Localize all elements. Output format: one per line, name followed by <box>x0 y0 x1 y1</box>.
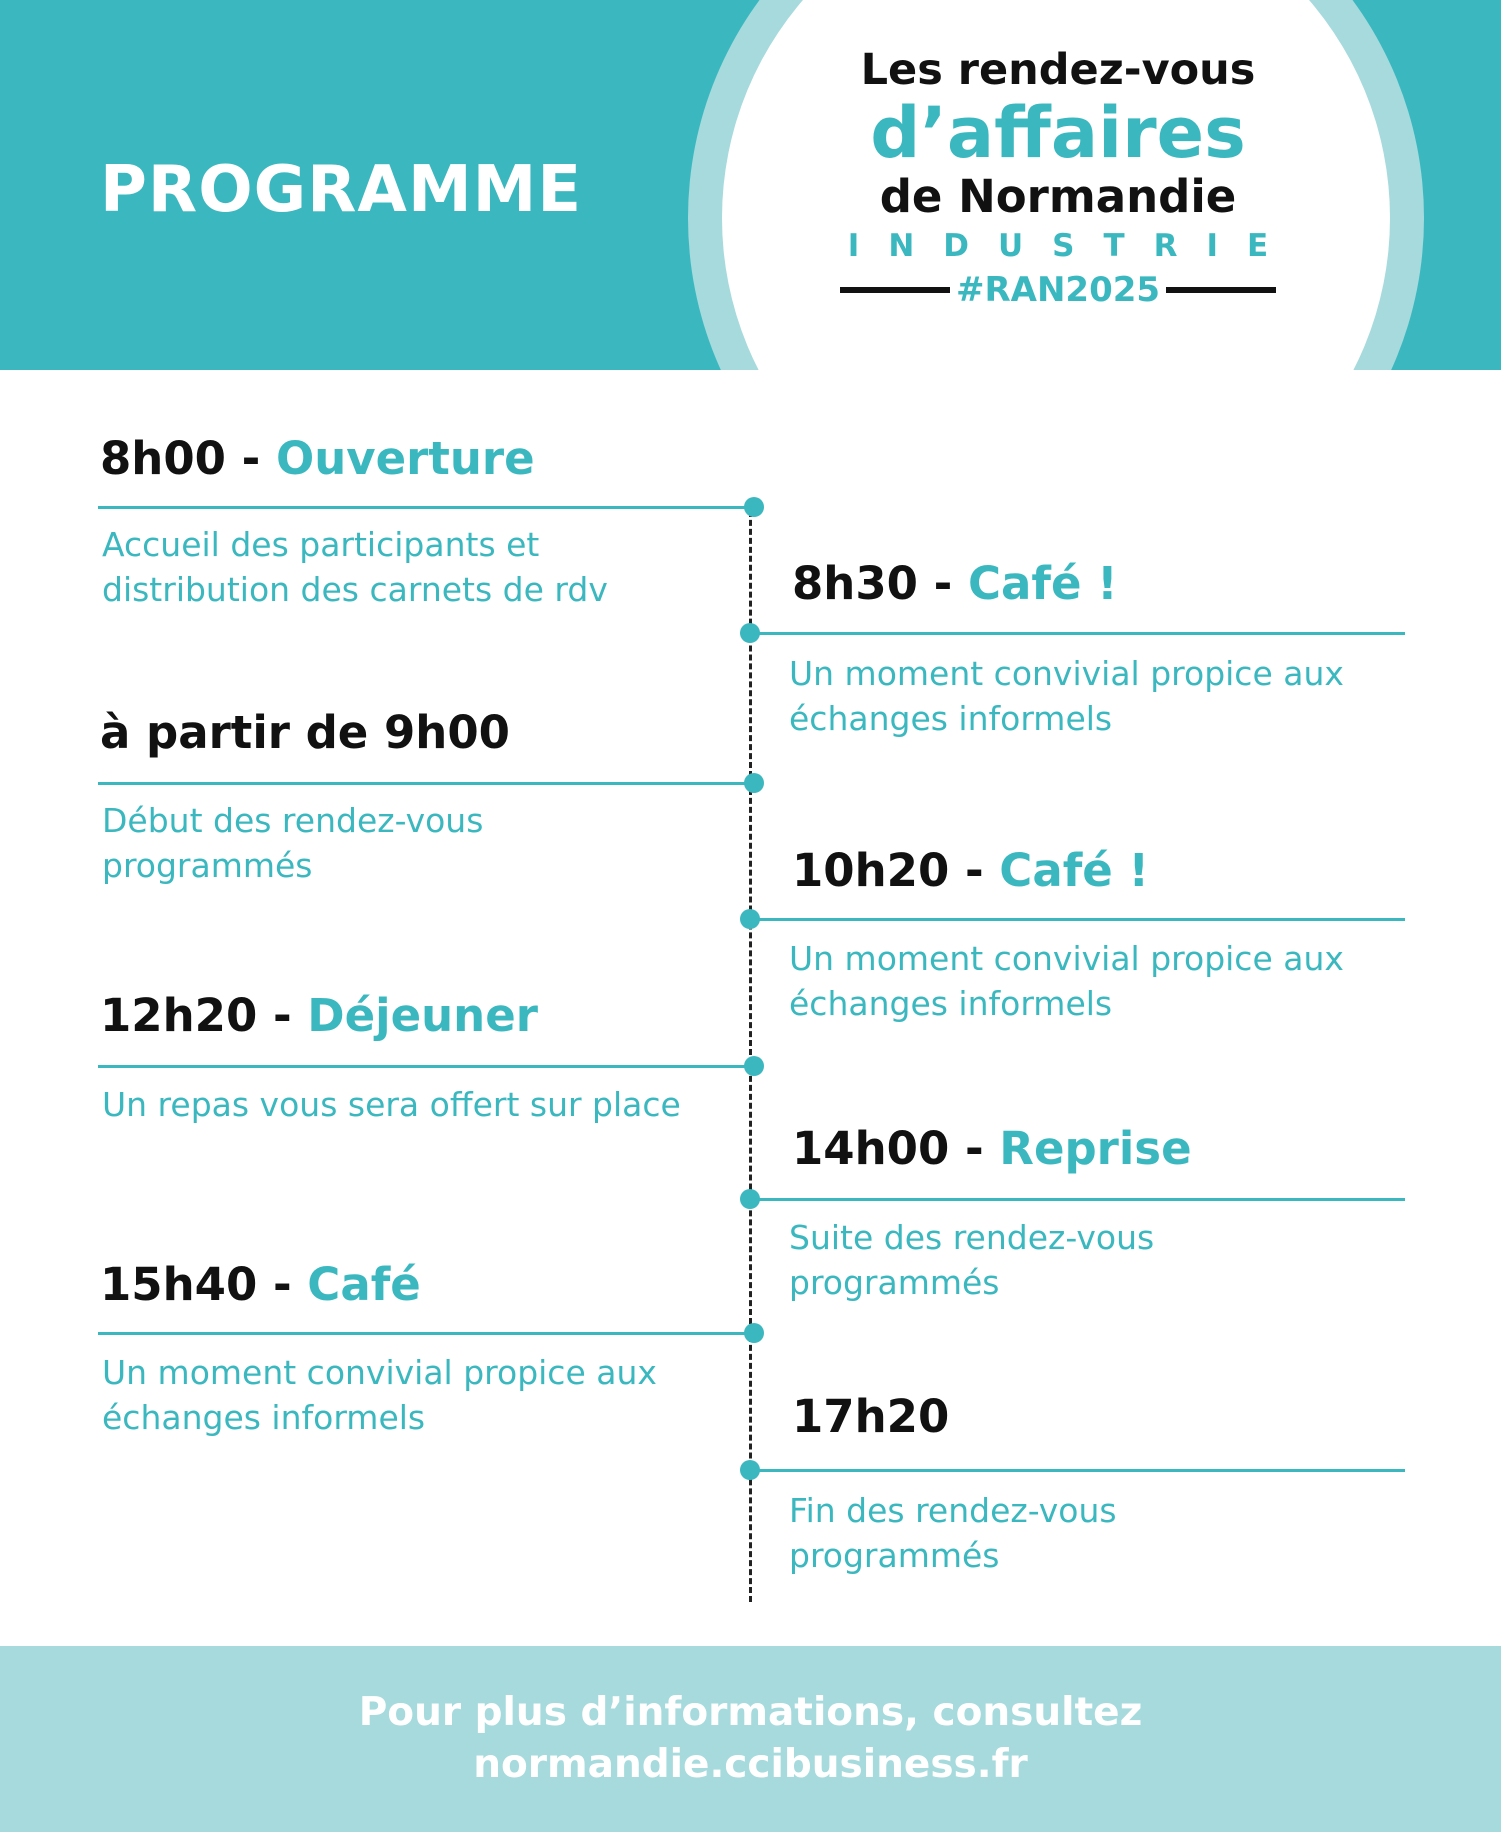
event-heading <box>100 706 510 760</box>
event-label: Ouverture <box>276 432 535 485</box>
event-label: Café <box>307 1258 421 1311</box>
event-time: 12h20 <box>100 989 258 1042</box>
event-separator: - <box>917 557 968 610</box>
header-banner <box>0 0 1501 370</box>
event-heading <box>792 1390 949 1444</box>
programme-timeline <box>0 370 1501 1646</box>
event-time: 15h40 <box>100 1258 258 1311</box>
event-separator: - <box>225 432 276 485</box>
event-description: Un repas vous sera offert sur place <box>102 1085 681 1124</box>
event-description: Début des rendez-vous programmés <box>102 801 484 885</box>
event-divider <box>750 1469 1405 1472</box>
event-description: Suite des rendez-vous programmés <box>789 1218 1155 1302</box>
timeline-dot <box>744 1056 764 1076</box>
event-heading <box>100 432 535 486</box>
logo-line-4: INDUSTRIE <box>847 228 1298 264</box>
event-heading <box>100 1258 421 1312</box>
event-label: Café ! <box>999 844 1149 897</box>
event-divider <box>750 632 1405 635</box>
event-heading <box>792 1122 1192 1176</box>
timeline-axis <box>749 502 752 1602</box>
event-heading <box>792 844 1149 898</box>
event-description: Un moment convivial propice aux échanges informels <box>789 939 1344 1023</box>
event-divider <box>98 1332 753 1335</box>
event-divider <box>98 782 753 785</box>
footer-website-link[interactable]: normandie.ccibusiness.fr <box>473 1742 1028 1787</box>
event-time: 17h20 <box>792 1390 950 1443</box>
event-description: Fin des rendez-vous programmés <box>789 1491 1117 1575</box>
event-description: Un moment convivial propice aux échanges informels <box>102 1353 657 1437</box>
event-separator: - <box>949 844 1000 897</box>
event-time: 8h30 <box>792 557 918 610</box>
logo-bar-left <box>840 287 950 293</box>
page-title: PROGRAMME <box>100 153 583 227</box>
event-time: à partir de 9h00 <box>100 706 510 759</box>
event-divider <box>750 918 1405 921</box>
event-description: Un moment convivial propice aux échanges informels <box>789 654 1344 738</box>
event-divider <box>750 1198 1405 1201</box>
event-label: Déjeuner <box>307 989 538 1042</box>
logo-line-1: Les rendez-vous <box>860 45 1256 95</box>
event-separator: - <box>257 1258 308 1311</box>
footer-info-text: Pour plus d’informations, consultez <box>358 1690 1143 1735</box>
event-separator: - <box>949 1122 1000 1175</box>
event-label: Reprise <box>999 1122 1192 1175</box>
logo-hashtag-row <box>840 268 1276 312</box>
event-logo <box>840 44 1298 312</box>
timeline-dot <box>744 497 764 517</box>
logo-line-2: d’affaires <box>870 92 1246 174</box>
timeline-dot <box>744 773 764 793</box>
event-time: 10h20 <box>792 844 950 897</box>
event-label: Café ! <box>968 557 1118 610</box>
event-divider <box>98 1065 753 1068</box>
timeline-dot <box>744 1323 764 1343</box>
event-description: Accueil des participants et distribution des carnets de rdv <box>102 525 608 609</box>
logo-line-3: de Normandie <box>879 170 1237 223</box>
footer-banner <box>0 1646 1501 1832</box>
logo-bar-right <box>1166 287 1276 293</box>
event-heading <box>100 989 538 1043</box>
event-time: 14h00 <box>792 1122 950 1175</box>
event-divider <box>98 506 753 509</box>
logo-hashtag: #RAN2025 <box>955 270 1161 310</box>
event-time: 8h00 <box>100 432 226 485</box>
event-separator: - <box>257 989 308 1042</box>
event-heading <box>792 557 1118 611</box>
